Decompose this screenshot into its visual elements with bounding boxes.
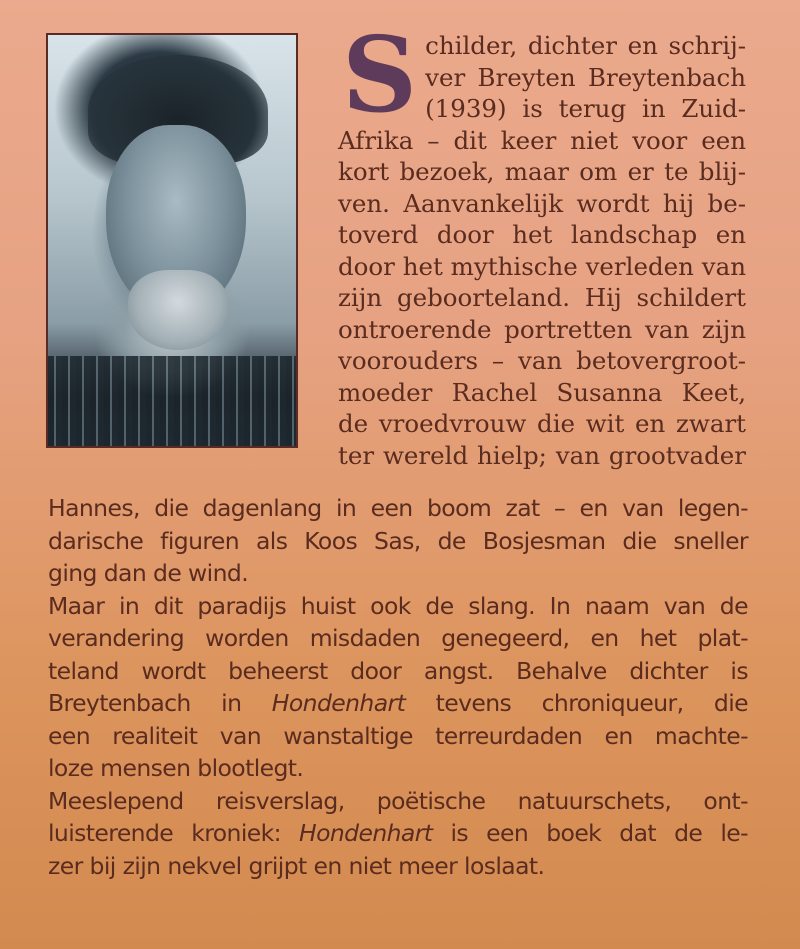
photo-shirt-shape <box>48 356 296 446</box>
paragraph-3 <box>48 785 748 883</box>
blurb-line: loze mensen blootlegt. <box>48 754 304 782</box>
blurb-line: door het mythische verleden van <box>338 251 746 281</box>
paragraph-1-continued <box>48 492 748 590</box>
blurb-line: de vroedvrouw die wit en zwart <box>338 409 746 438</box>
text-run: tevens chroniqueur, die <box>405 689 748 717</box>
text-run: is een boek dat de le- <box>432 819 748 847</box>
blurb-line: darische figuren als Koos Sas, de Bosjesman die sneller <box>48 526 748 555</box>
blurb-line: ter wereld hielp; van grootvader <box>338 440 746 470</box>
blurb-line <box>48 817 748 850</box>
photo-beard-shape <box>128 270 228 350</box>
blurb-line: Maar in dit paradijs huist ook de slang. In naam van de <box>48 591 748 620</box>
blurb-line: childer, dichter en schrij- <box>425 31 746 60</box>
blurb-line: toverd door het landschap en <box>338 220 746 249</box>
paragraph-2 <box>48 590 748 785</box>
blurb-line: zer bij zijn nekvel grijpt en niet meer loslaat. <box>48 851 545 880</box>
book-title: Hondenhart <box>271 689 406 717</box>
blurb-line: een realiteit van wanstaltige terreurdaden en machte- <box>48 721 748 750</box>
blurb-line: zijn geboorteland. Hij schildert <box>338 283 746 312</box>
author-photo <box>46 33 298 448</box>
blurb-line: Afrika – dit keer niet voor een <box>338 125 746 155</box>
blurb-line: moeder Rachel Susanna Keet, <box>338 377 746 407</box>
text-run: Breytenbach in <box>48 689 272 717</box>
drop-cap: S <box>342 13 418 136</box>
blurb-line: voorouders – van betovergroot- <box>338 346 746 375</box>
book-title: Hondenhart <box>299 819 433 847</box>
blurb-line: ver Breyten Breytenbach <box>425 62 746 92</box>
text-run: luisterende kroniek: <box>48 819 300 847</box>
blurb-line: ontroerende portretten van zijn <box>338 314 746 344</box>
blurb-line: ging dan de wind. <box>48 559 249 587</box>
blurb-line: Meeslepend reisverslag, poëtische natuurschets, ont- <box>48 786 748 815</box>
blurb-line: teland wordt beheerst door angst. Behalve dichter is <box>48 656 748 685</box>
blurb-line: kort bezoek, maar om er te blij- <box>338 157 746 186</box>
blurb-line: ven. Aanvankelijk wordt hij be- <box>338 188 746 218</box>
blurb-line <box>48 687 748 720</box>
blurb-line: verandering worden misdaden genegeerd, en het plat- <box>48 624 748 652</box>
blurb-full-width <box>48 492 748 882</box>
blurb-line: Hannes, die dagenlang in een boom zat – en van legen- <box>48 494 748 522</box>
blurb-line: (1939) is terug in Zuid- <box>425 94 746 123</box>
blurb-top-column <box>338 13 746 471</box>
